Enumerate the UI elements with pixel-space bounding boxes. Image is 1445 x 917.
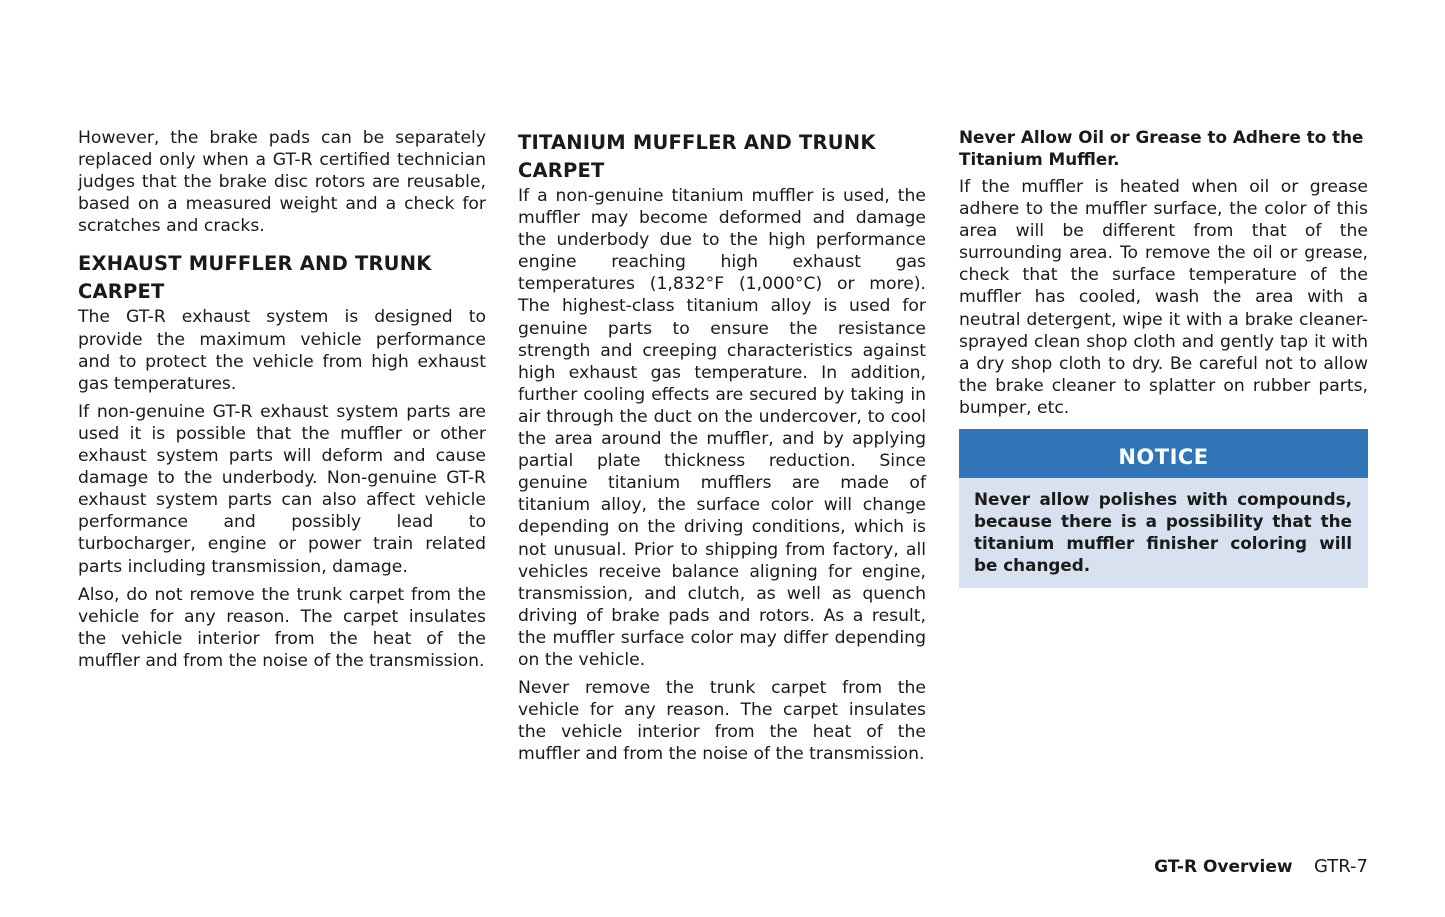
column-left [78, 125, 486, 678]
intro-paragraph: However, the brake pads can be separately replaced only when a GT-R certified technician judges that the brake disc rotors are reusable, based on a measured weight and a check for scratches and cracks. [78, 128, 486, 237]
page-footer [1154, 855, 1368, 879]
notice-text: Never allow polishes with compounds, because there is a possibility that the titanium muffler finisher coloring will be changed. [974, 489, 1352, 576]
exhaust-paragraph-2: If non-genuine GT-R exhaust system parts are used it is possible that the muffler or other exhaust system parts will deform and cause damage to the underbody. Non-genuine GT-R exhaust system parts can also affect vehicle performance and possibly lead to turbocharger, engine or power train related parts including transmission, damage. [78, 401, 486, 577]
column-middle [518, 125, 926, 771]
notice-box [959, 429, 1368, 588]
exhaust-paragraph-1: The GT-R exhaust system is designed to provide the maximum vehicle performance and to protect the vehicle from high exhaust gas temperatures. [78, 307, 486, 394]
oil-grease-subheading: Never Allow Oil or Grease to Adhere to the Titanium Muffler. [959, 127, 1364, 169]
footer-section-title: GT-R Overview [1154, 857, 1293, 877]
page-number: GTR-7 [1313, 856, 1368, 877]
titanium-paragraph-1: If a non-genuine titanium muffler is used, the muffler may become deformed and damage the underbody due to the high performance engine reaching high exhaust gas temperatures (1,832°F (1,000°C) or more). The highest-class titanium alloy is used for genuine parts to ensure the resistance strength and creeping characteristics against high exhaust gas temperature. In addition, further cooling effects are secured by taking in air through the duct on the undercover, to cool the area around the muffler, and by applying partial plate thickness reduction. Since genuine titanium mufflers are made of titanium alloy, the surface color will change depending on the driving conditions, which is not unusual. Prior to shipping from factory, all vehicles receive balance aligning for engine, transmission, and clutch, as well as quench driving of brake pads and rotors. As a result, the muffler surface color may differ depending on the vehicle. [518, 186, 926, 670]
titanium-paragraph-2: Never remove the trunk carpet from the vehicle for any reason. The carpet insulates the vehicle interior from the heat of the muffler and from the noise of the transmission. [518, 678, 926, 765]
notice-title: NOTICE [959, 429, 1368, 478]
exhaust-muffler-heading: EXHAUST MUFFLER AND TRUNK CARPET [78, 252, 432, 304]
column-right [959, 125, 1368, 588]
titanium-muffler-heading: TITANIUM MUFFLER AND TRUNK CARPET [518, 131, 876, 182]
exhaust-paragraph-3: Also, do not remove the trunk carpet from the vehicle for any reason. The carpet insulates the vehicle interior from the heat of the muffler and from the noise of the transmission. [78, 584, 486, 671]
oil-grease-paragraph: If the muffler is heated when oil or grease adhere to the muffler surface, the color of this area will be different from that of the surrounding area. To remove the oil or grease, check that the surface temperature of the muffler has cooled, wash the area with a neutral detergent, wipe it with a brake cleaner-sprayed clean shop cloth and gently tap it with a dry shop cloth to dry. Be careful not to allow the brake cleaner to splatter on rubber parts, bumper, etc. [959, 177, 1368, 418]
